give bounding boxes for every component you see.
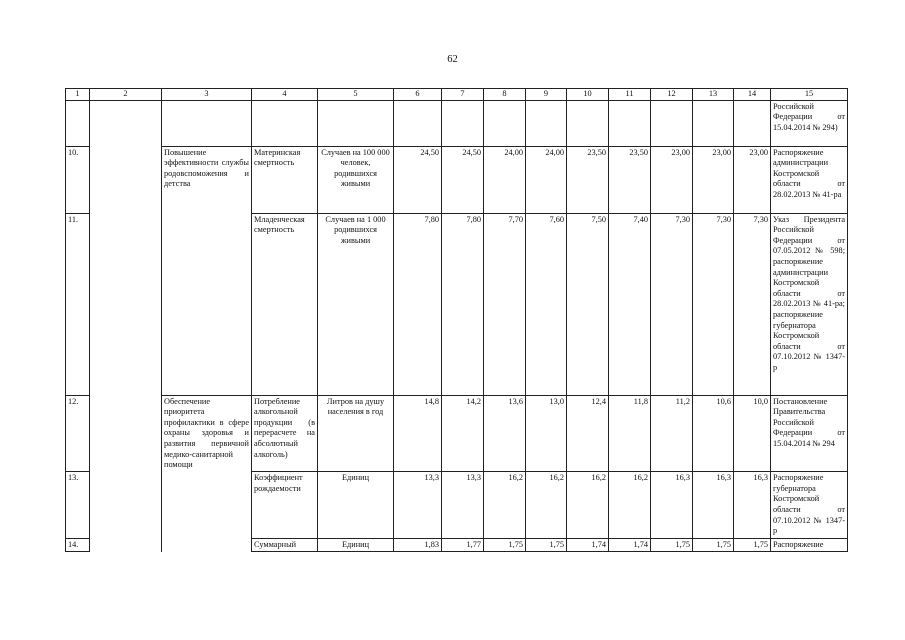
value-cell bbox=[609, 100, 651, 146]
indicator-cell bbox=[252, 100, 318, 146]
value-cell: 12,4 bbox=[567, 395, 609, 472]
value-cell: 13,0 bbox=[526, 395, 567, 472]
value-cell: 13,6 bbox=[484, 395, 526, 472]
value-cell: 16,2 bbox=[609, 472, 651, 539]
indicators-table bbox=[65, 88, 848, 552]
row-number: 12. bbox=[66, 395, 90, 472]
page-number: 62 bbox=[447, 54, 458, 65]
value-cell: 23,50 bbox=[609, 146, 651, 213]
table-row bbox=[66, 472, 848, 539]
value-cell: 16,2 bbox=[567, 472, 609, 539]
column-header: 13 bbox=[693, 89, 734, 101]
value-cell: 10,6 bbox=[693, 395, 734, 472]
row-number bbox=[66, 100, 90, 146]
unit-cell: Литров на душу населения в год bbox=[318, 395, 394, 472]
column-header: 6 bbox=[394, 89, 442, 101]
basis-cell: Постановление Правительства Российской Федерации от 15.04.2014 № 294 bbox=[771, 395, 848, 472]
value-cell: 23,00 bbox=[734, 146, 771, 213]
value-cell: 24,50 bbox=[394, 146, 442, 213]
row-number: 11. bbox=[66, 213, 90, 395]
column-header: 3 bbox=[162, 89, 252, 101]
task-cell: Повышение эффективности службы родовспоможения и детства bbox=[162, 146, 252, 213]
table-row bbox=[66, 538, 848, 552]
basis-cell: Указ Президента Российской Федерации от 07.05.2012 № 598; распоряжение администрации Костромской области от 28.02.2013 № 41-ра; распоряжение губернатора Костромской области от 07.10.2012 № 1347-р bbox=[771, 213, 848, 395]
column-header: 15 bbox=[771, 89, 848, 101]
goal-cell bbox=[90, 100, 162, 552]
column-header: 1 bbox=[66, 89, 90, 101]
value-cell: 1,75 bbox=[484, 538, 526, 552]
column-header: 2 bbox=[90, 89, 162, 101]
row-number: 10. bbox=[66, 146, 90, 213]
column-header: 11 bbox=[609, 89, 651, 101]
table-row bbox=[66, 395, 848, 472]
value-cell: 24,50 bbox=[442, 146, 484, 213]
value-cell: 24,00 bbox=[526, 146, 567, 213]
value-cell: 14,8 bbox=[394, 395, 442, 472]
column-header: 5 bbox=[318, 89, 394, 101]
table-row bbox=[66, 213, 848, 395]
value-cell: 1,83 bbox=[394, 538, 442, 552]
value-cell: 16,3 bbox=[651, 472, 693, 539]
basis-cell: Распоряжение администрации Костромской области от 28.02.2013 № 41-ра bbox=[771, 146, 848, 213]
value-cell: 23,00 bbox=[693, 146, 734, 213]
basis-cell: Российской Федерации от 15.04.2014 № 294) bbox=[771, 100, 848, 146]
task-cell bbox=[162, 472, 252, 539]
value-cell: 1,77 bbox=[442, 538, 484, 552]
value-cell bbox=[651, 100, 693, 146]
value-cell: 1,75 bbox=[693, 538, 734, 552]
value-cell: 7,30 bbox=[734, 213, 771, 395]
value-cell: 7,80 bbox=[394, 213, 442, 395]
indicator-cell: Потребление алкогольной продукции (в перерасчете на абсолютный алкоголь) bbox=[252, 395, 318, 472]
indicator-cell: Младенческая смертность bbox=[252, 213, 318, 395]
task-cell bbox=[162, 100, 252, 146]
row-number: 14. bbox=[66, 538, 90, 552]
column-number-row bbox=[66, 89, 848, 101]
column-header: 7 bbox=[442, 89, 484, 101]
task-cell bbox=[162, 538, 252, 552]
indicator-cell: Коэффициент рождаемости bbox=[252, 472, 318, 539]
value-cell: 16,2 bbox=[484, 472, 526, 539]
value-cell bbox=[734, 100, 771, 146]
task-cell: Обеспечение приоритета профилактики в сфере охраны здоровья и развития первичной медико-санитарной помощи bbox=[162, 395, 252, 472]
unit-cell: Случаев на 1 000 родившихся живыми bbox=[318, 213, 394, 395]
column-header: 9 bbox=[526, 89, 567, 101]
value-cell: 7,40 bbox=[609, 213, 651, 395]
value-cell bbox=[484, 100, 526, 146]
value-cell: 1,74 bbox=[609, 538, 651, 552]
value-cell bbox=[394, 100, 442, 146]
value-cell: 16,2 bbox=[526, 472, 567, 539]
basis-cell: Распоряжение bbox=[771, 538, 848, 552]
table-row bbox=[66, 146, 848, 213]
value-cell: 16,3 bbox=[734, 472, 771, 539]
value-cell bbox=[693, 100, 734, 146]
column-header: 8 bbox=[484, 89, 526, 101]
unit-cell: Единиц bbox=[318, 472, 394, 539]
value-cell: 23,00 bbox=[651, 146, 693, 213]
value-cell: 13,3 bbox=[442, 472, 484, 539]
value-cell: 1,75 bbox=[526, 538, 567, 552]
value-cell: 14,2 bbox=[442, 395, 484, 472]
value-cell: 10,0 bbox=[734, 395, 771, 472]
value-cell: 1,75 bbox=[734, 538, 771, 552]
value-cell bbox=[442, 100, 484, 146]
value-cell: 1,75 bbox=[651, 538, 693, 552]
unit-cell: Случаев на 100 000 человек, родившихся живыми bbox=[318, 146, 394, 213]
task-cell bbox=[162, 213, 252, 395]
value-cell: 11,8 bbox=[609, 395, 651, 472]
indicator-cell: Суммарный bbox=[252, 538, 318, 552]
value-cell: 7,30 bbox=[693, 213, 734, 395]
value-cell bbox=[526, 100, 567, 146]
table-row bbox=[66, 100, 848, 146]
unit-cell: Единиц bbox=[318, 538, 394, 552]
basis-cell: Распоряжение губернатора Костромской области от 07.10.2012 № 1347-р bbox=[771, 472, 848, 539]
value-cell: 24,00 bbox=[484, 146, 526, 213]
value-cell: 16,3 bbox=[693, 472, 734, 539]
value-cell: 7,70 bbox=[484, 213, 526, 395]
value-cell bbox=[567, 100, 609, 146]
value-cell: 23,50 bbox=[567, 146, 609, 213]
unit-cell bbox=[318, 100, 394, 146]
column-header: 12 bbox=[651, 89, 693, 101]
row-number: 13. bbox=[66, 472, 90, 539]
value-cell: 7,80 bbox=[442, 213, 484, 395]
indicator-cell: Материнская смертность bbox=[252, 146, 318, 213]
value-cell: 7,30 bbox=[651, 213, 693, 395]
value-cell: 7,50 bbox=[567, 213, 609, 395]
value-cell: 1,74 bbox=[567, 538, 609, 552]
value-cell: 11,2 bbox=[651, 395, 693, 472]
column-header: 14 bbox=[734, 89, 771, 101]
column-header: 4 bbox=[252, 89, 318, 101]
column-header: 10 bbox=[567, 89, 609, 101]
value-cell: 13,3 bbox=[394, 472, 442, 539]
value-cell: 7,60 bbox=[526, 213, 567, 395]
